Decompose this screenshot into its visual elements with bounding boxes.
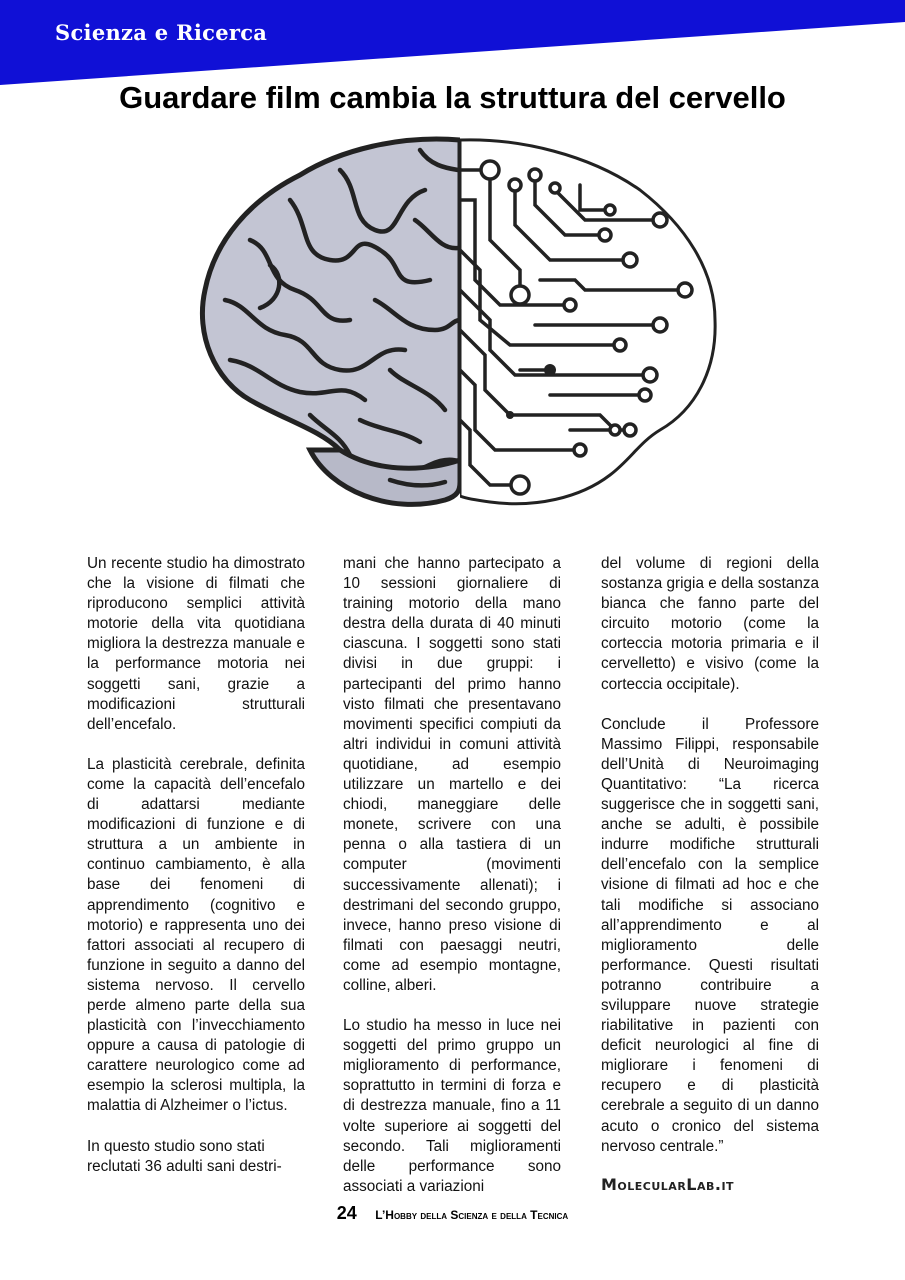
section-label: Scienza e Ricerca [55, 20, 268, 45]
paragraph: mani che hanno partecipato a 10 sessioni giornaliere di training motorio della mano destra della durata di 40 minuti ciascuna. I soggetti sono stati divisi in due gruppi: i partecipanti del primo hanno visto filmati che presentavano movimenti specifici compiuti da altri individui in comuni attività quotidiane, ad esempio utilizzare un martello e dei chiodi, maneggiare delle monete, scrivere con una penna o alla tastiera di un computer (movimenti successivamente allenati); i destrimani del secondo gruppo, invece, hanno preso visione di filmati con paesaggi neutri, come ad esempio montagne, colline, alberi. [343, 555, 561, 994]
text-column-3 [601, 554, 819, 1195]
paragraph: Lo studio ha messo in luce nei soggetti del primo gruppo un miglioramento di performance, soprattutto in termini di forza e di destrezza manuale, fino a 11 volte superiore ai soggetti del secondo. Tali miglioramenti delle performance sono associati a variazioni [343, 1017, 561, 1195]
brain-illustration [190, 130, 730, 520]
brain-organic-half [202, 139, 460, 504]
text-column-1 [87, 554, 305, 1197]
text-column-2 [343, 554, 561, 1217]
article-title: Guardare film cambia la struttura del cervello [119, 80, 786, 115]
article-source: MolecularLab.it [601, 1174, 735, 1194]
publication-name: L’Hobby della Scienza e della Tecnica [375, 1208, 569, 1222]
paragraph: Un recente studio ha dimostrato che la visione di filmati che riproducono semplici attività motorie della vita quotidiana migliora la destrezza manuale e la performance motoria nei soggetti sani, grazie a modificazioni strutturali dell’encefalo. [87, 555, 305, 733]
paragraph: Conclude il Professore Massimo Filippi, responsabile dell’Unità di Neuroimaging Quantitativo: “La ricerca suggerisce che in soggetti sani, anche se adulti, è possibile indurre modifiche strutturali dell’encefalo con la semplice visione di filmati ad hoc e che tali modifiche si associano all’apprendimento e al miglioramento delle performance. Questi risultati potranno contribuire a sviluppare nuove strategie riabilitative in pazienti con deficit neurologici al fine di migliorare i fenomeni di recupero e di plasticità cerebrale a seguito di un danno acuto o cronico del sistema nervoso centrale.” [601, 715, 819, 1155]
page-number: 24 [336, 1203, 357, 1223]
page-footer [0, 1203, 905, 1224]
paragraph: In questo studio sono stati reclutati 36 adulti sani destri- [87, 1137, 282, 1175]
brain-circuit-half [460, 140, 715, 504]
paragraph: del volume di regioni della sostanza grigia e della sostanza bianca che fanno parte del circuito motorio (come la corteccia motoria primaria e il cervelletto) e visivo (come la corteccia occipitale). [601, 555, 819, 693]
paragraph: La plasticità cerebrale, definita come la capacità dell’encefalo di adattarsi mediante modificazioni di funzione e di struttura a un ambiente in continuo cambiamento, è alla base dei fenomeni di apprendimento (cognitivo e motorio) e rappresenta uno dei fattori associati al recupero di funzione in seguito a danno del sistema nervoso. Il cervello perde almeno parte della sua plasticità con l’invecchiamento oppure a causa di patologie di carattere neurologico come ad esempio la sclerosi multipla, la malattia di Alzheimer o l’ictus. [87, 755, 305, 1115]
